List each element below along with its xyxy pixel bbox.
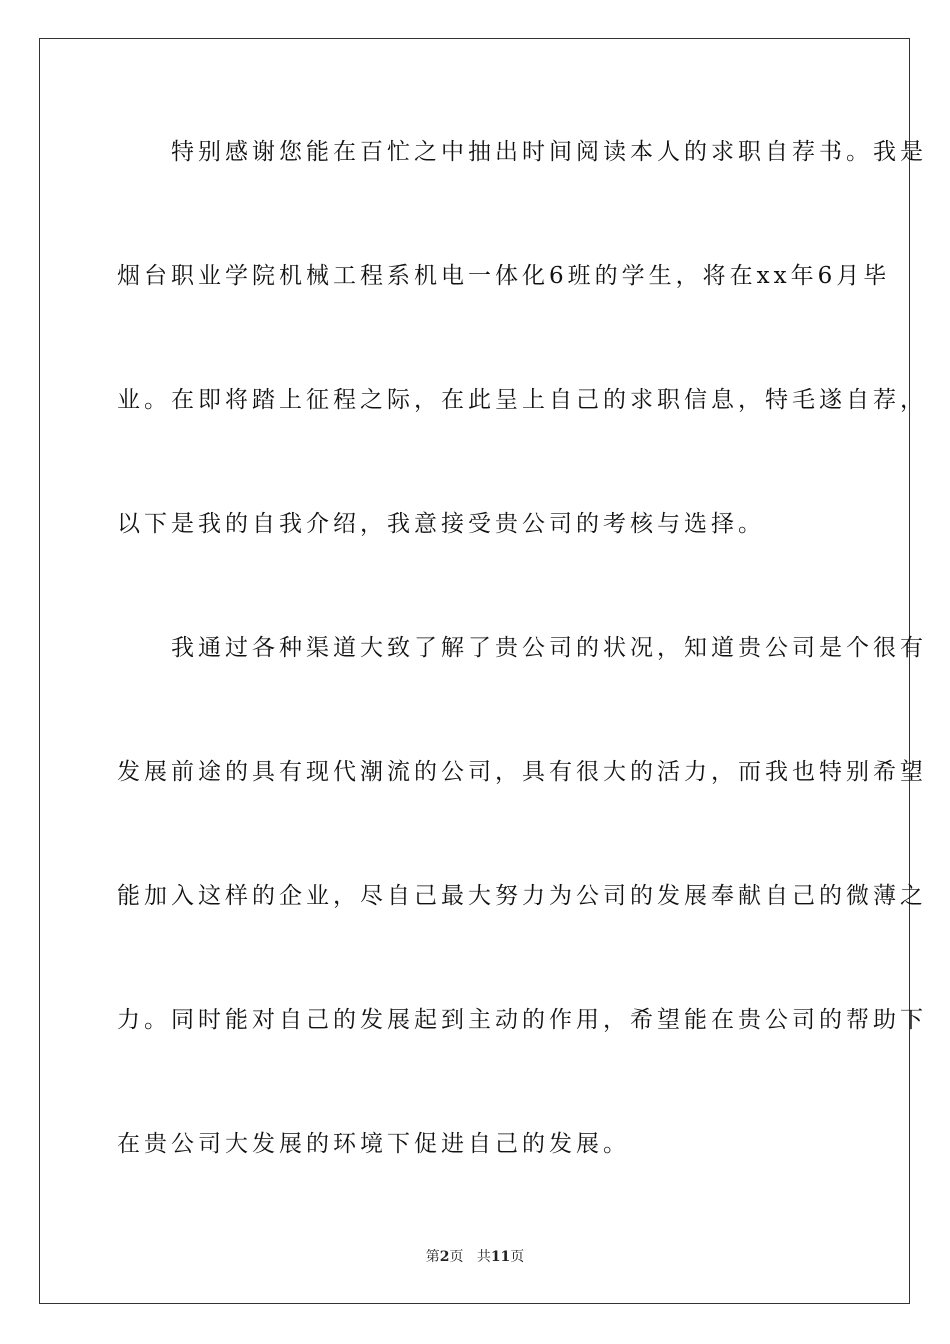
- page-footer: [0, 1246, 950, 1266]
- footer-page-suffix: 页: [449, 1249, 464, 1265]
- body-line-6: 发展前途的具有现代潮流的公司，具有很大的活力，而我也特别希望: [117, 759, 927, 785]
- footer-total-prefix: 共: [476, 1249, 491, 1265]
- footer-total-pages: 11: [490, 1249, 511, 1265]
- body-line-9: 在贵公司大发展的环境下促进自己的发展。: [117, 1131, 630, 1157]
- body-line-2: 烟台职业学院机械工程系机电一体化6班的学生，将在xx年6月毕: [117, 263, 891, 289]
- body-line-1: 特别感谢您能在百忙之中抽出时间阅读本人的求职自荐书。我是: [117, 139, 927, 165]
- footer-total-suffix: 页: [510, 1249, 525, 1265]
- body-line-8: 力。同时能对自己的发展起到主动的作用，希望能在贵公司的帮助下: [117, 1007, 927, 1033]
- footer-page-number: 2: [439, 1249, 450, 1265]
- body-line-4: 以下是我的自我介绍，我意接受贵公司的考核与选择。: [117, 511, 765, 537]
- body-line-5: 我通过各种渠道大致了解了贵公司的状况，知道贵公司是个很有: [117, 635, 927, 661]
- footer-prefix: 第: [425, 1249, 440, 1265]
- body-line-3: 业。在即将踏上征程之际，在此呈上自己的求职信息，特毛遂自荐，: [117, 387, 927, 413]
- body-line-7: 能加入这样的企业，尽自己最大努力为公司的发展奉献自己的微薄之: [117, 883, 927, 909]
- page-border: [39, 38, 927, 1304]
